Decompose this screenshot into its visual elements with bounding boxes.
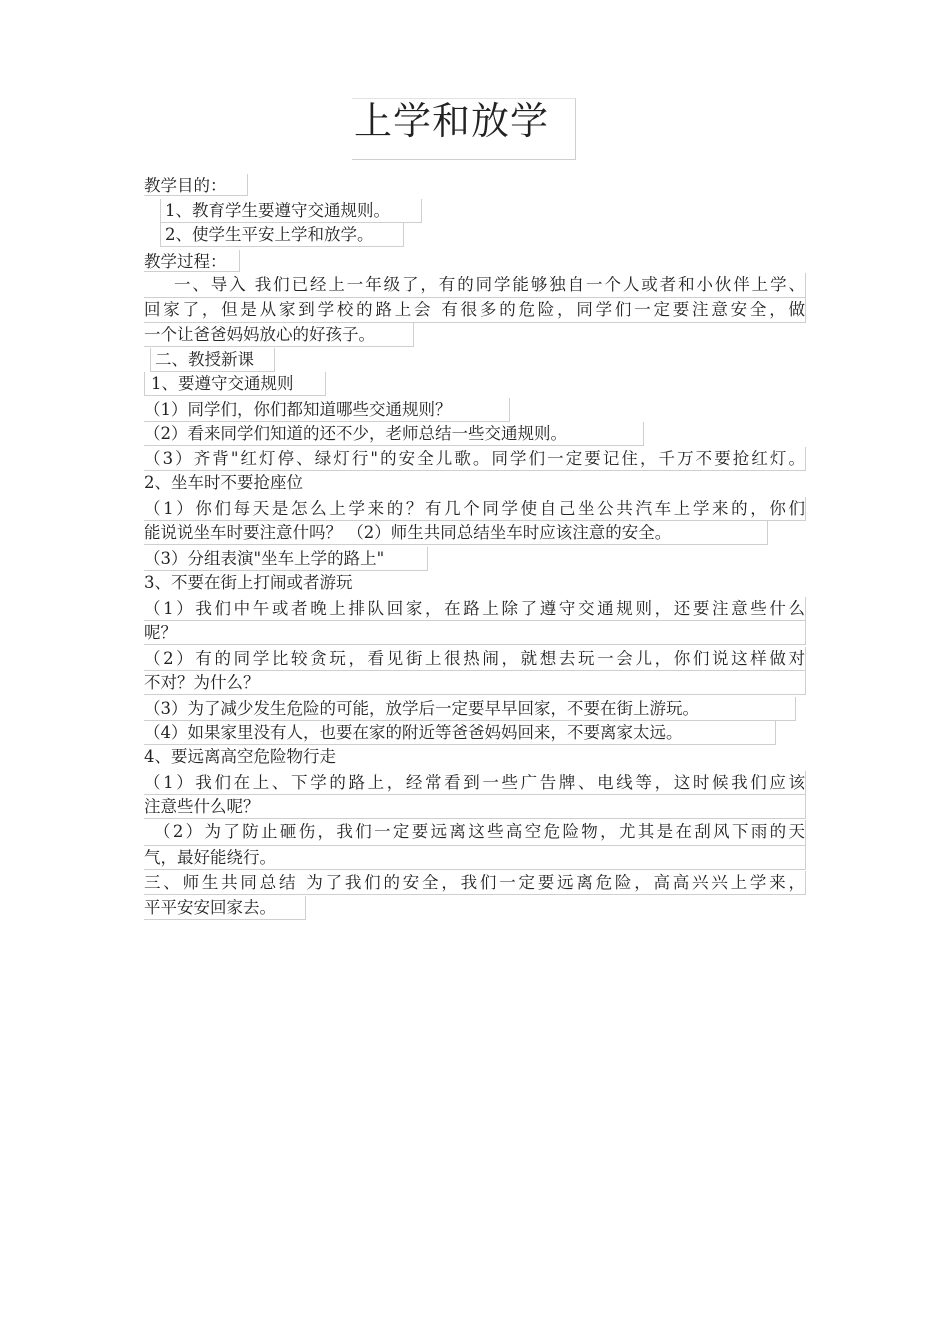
text-line: 一个让爸爸妈妈放心的好孩子。	[144, 323, 414, 347]
subsection-heading: 2、坐车时不要抢座位	[144, 473, 303, 492]
text-line: 注意些什么呢？	[144, 795, 806, 819]
text-line: 呢？	[144, 621, 806, 645]
section-heading: 二、教授新课	[150, 348, 275, 372]
subsection-heading: 3、不要在街上打闹或者游玩	[144, 573, 353, 592]
text-line: （4）如果家里没有人，也要在家的附近等爸爸妈妈回来，不要离家太远。	[144, 721, 776, 745]
text-line: （1）我们中午或者晚上排队回家，在路上除了遵守交通规则，还要注意些什么	[144, 597, 806, 621]
text-line: 平平安安回家去。	[144, 896, 306, 920]
text-line: （3）为了减少发生危险的可能，放学后一定要早早回家，不要在街上游玩。	[144, 697, 796, 721]
text-line: （2）为了防止砸伤，我们一定要远离这些高空危险物，尤其是在刮风下雨的天	[144, 820, 806, 846]
page-title: 上学和放学	[352, 98, 576, 160]
text-line: 不对？为什么？	[144, 671, 806, 695]
subsection-heading: 4、要远离高空危险物行走	[144, 747, 336, 766]
text-line: 教学目的：	[144, 174, 248, 196]
subsection-heading: 1、要遵守交通规则	[144, 372, 326, 396]
text-line: 1、教育学生要遵守交通规则。	[160, 199, 422, 223]
text-line: （1）我们在上、下学的路上，经常看到一些广告牌、电线等，这时候我们应该	[144, 771, 806, 795]
text-line: 一、导入 我们已经上一年级了，有的同学能够独自一个人或者和小伙伴上学、	[144, 273, 806, 298]
text-line: （3）分组表演"坐车上学的路上"	[144, 547, 428, 571]
text-line: 回家了，但是从家到学校的路上会 有很多的危险，同学们一定要注意安全，做	[144, 298, 806, 323]
text-line: 三、师生共同总结 为了我们的安全，我们一定要远离危险，高高兴兴上学来，	[144, 871, 806, 895]
text-line: （1）同学们，你们都知道哪些交通规则？	[144, 398, 510, 422]
text-line: （3）齐背"红灯停、绿灯行"的安全儿歌。同学们一定要记住，千万不要抢红灯。	[144, 447, 806, 471]
text-line: （2）看来同学们知道的还不少，老师总结一些交通规则。	[144, 422, 644, 446]
text-line: （1）你们每天是怎么上学来的？有几个同学使自己坐公共汽车上学来的，你们	[144, 497, 806, 521]
text-line: （2）有的同学比较贪玩，看见街上很热闹，就想去玩一会儿，你们说这样做对	[144, 647, 806, 671]
text-line: 气，最好能绕行。	[144, 846, 806, 870]
text-line: 能说说坐车时要注意什吗？ （2）师生共同总结坐车时应该注意的安全。	[144, 521, 768, 545]
text-line: 教学过程：	[144, 250, 240, 272]
text-line: 2、使学生平安上学和放学。	[160, 223, 404, 247]
